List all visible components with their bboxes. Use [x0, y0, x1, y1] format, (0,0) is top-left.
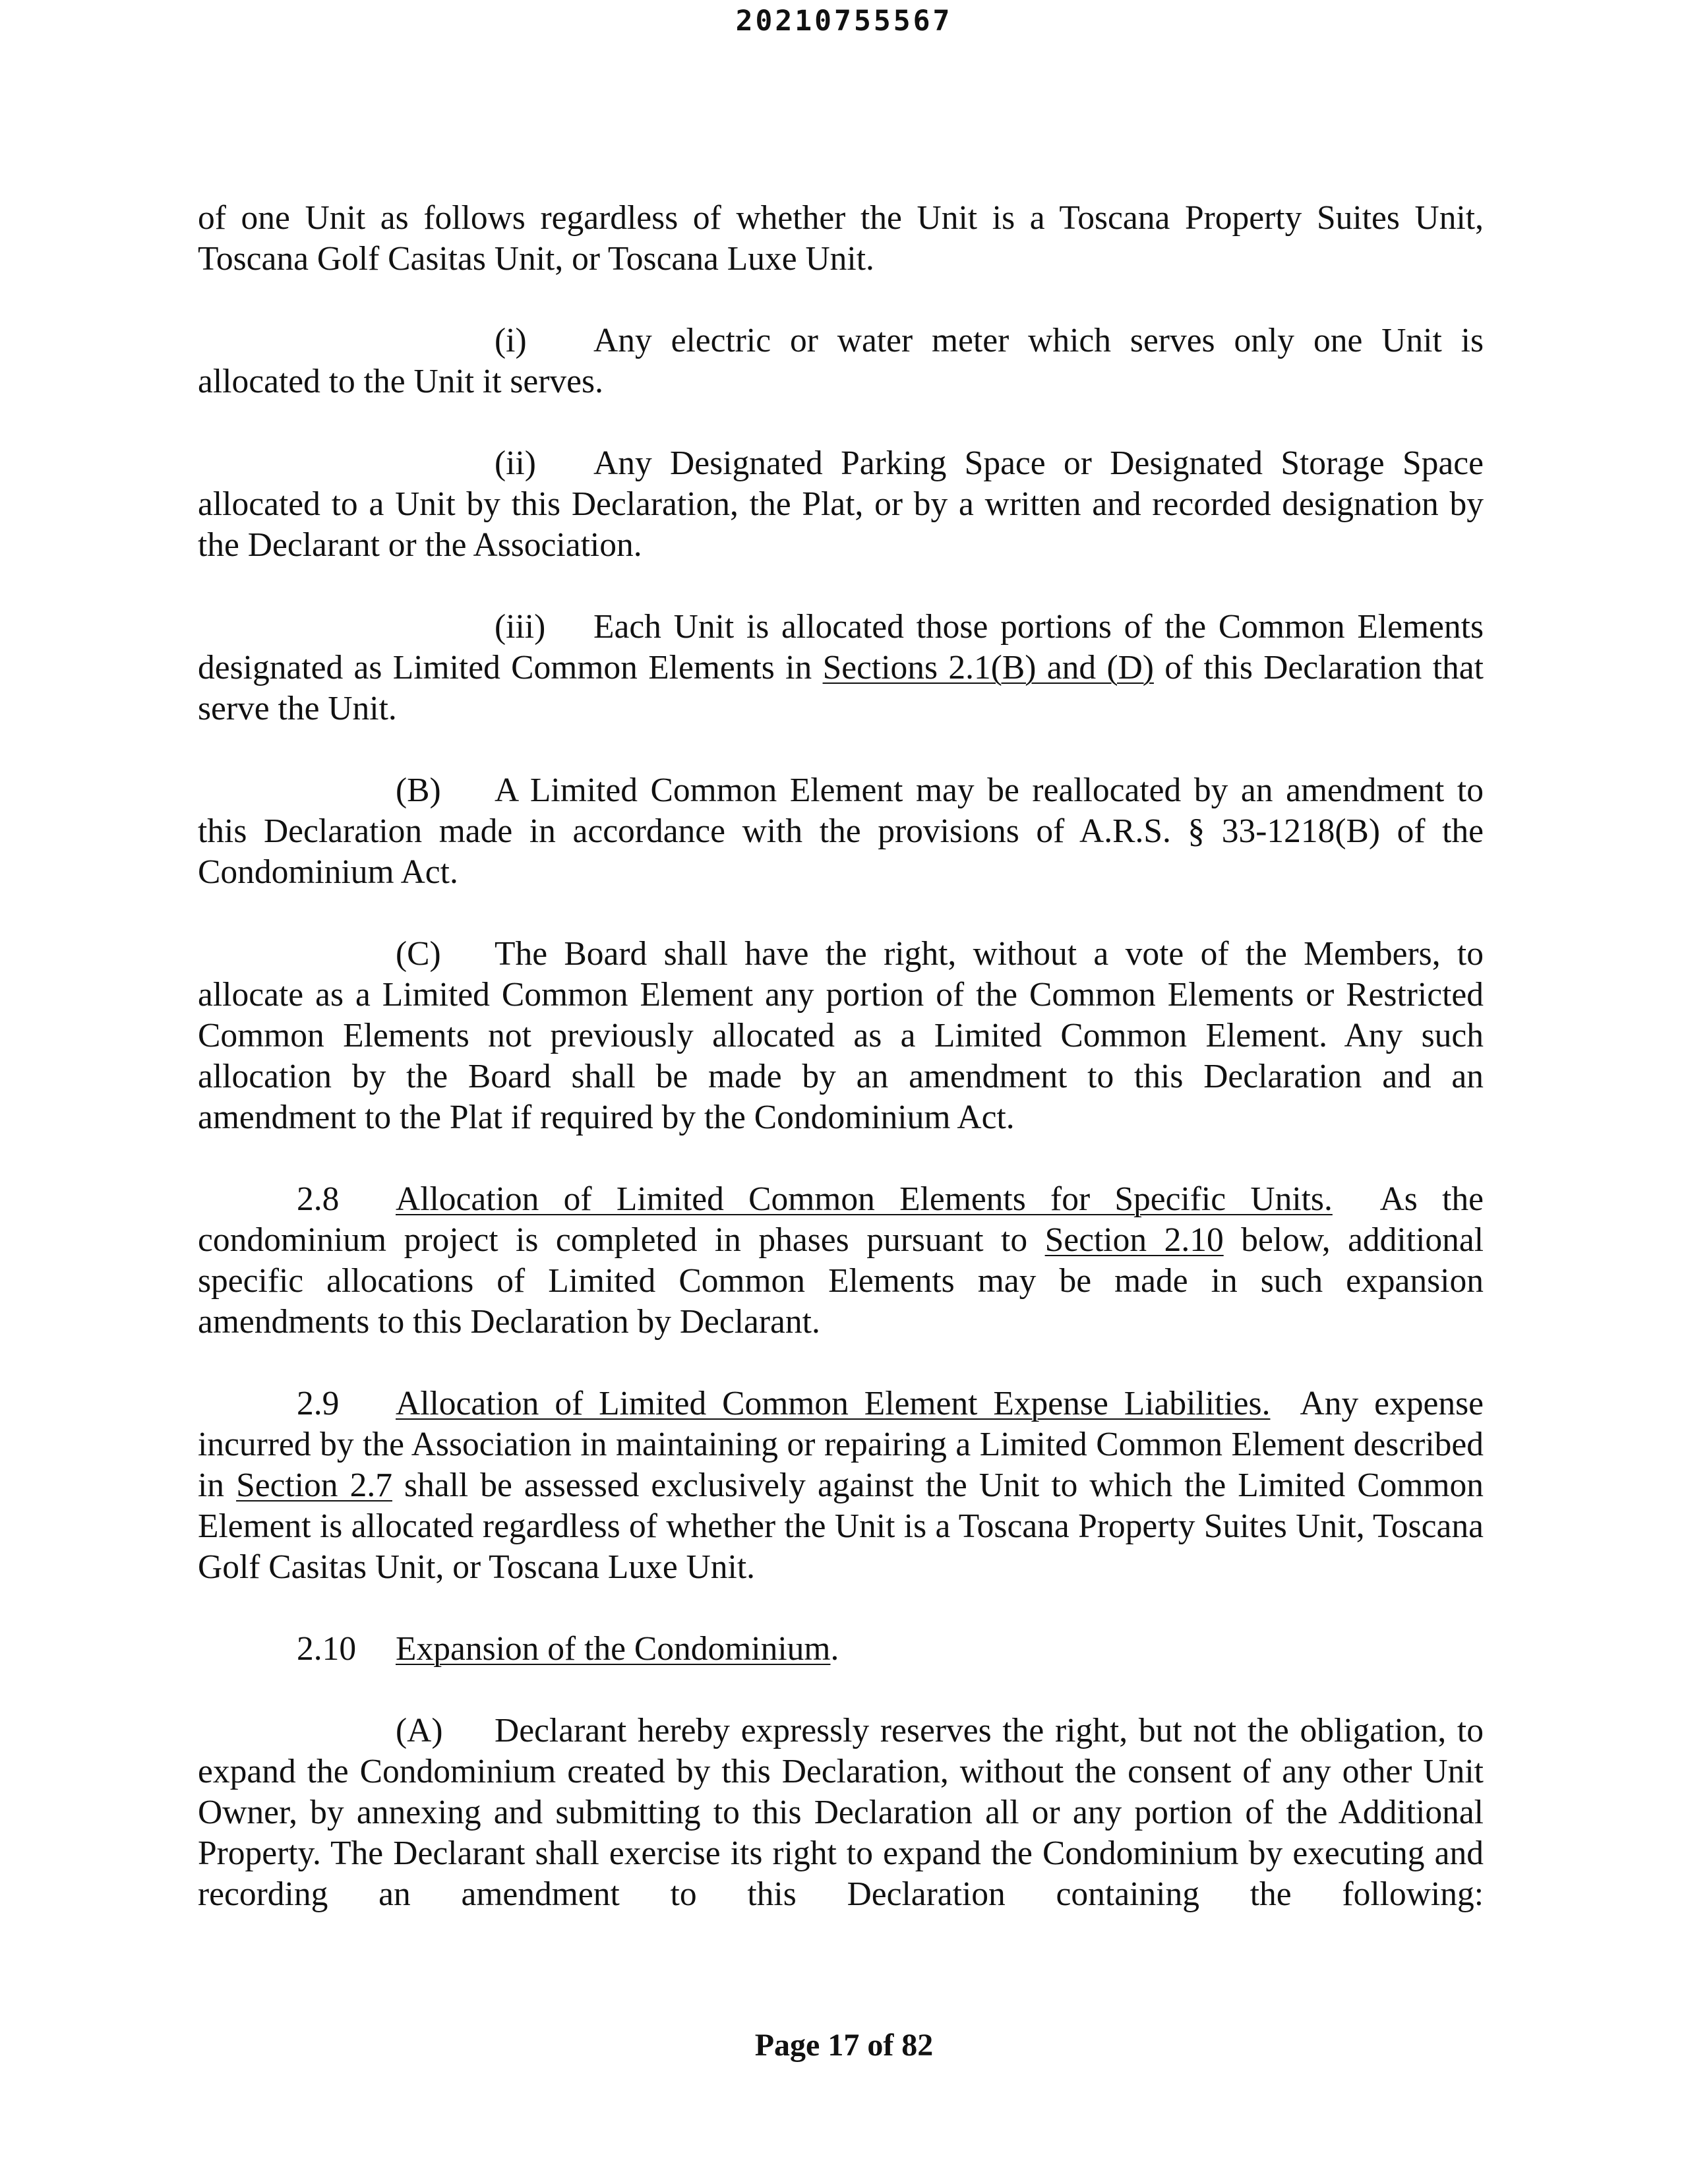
section-number: 2.8 — [297, 1180, 340, 1218]
section-2-8 — [198, 1179, 1484, 1343]
section-heading-period: . — [830, 1630, 839, 1668]
paragraph-text: of this Declaration that serve the Unit. — [198, 649, 1484, 727]
paragraph-text: As the condominium project is completed in phases pursuant to — [198, 1180, 1484, 1259]
section-2-10 — [198, 1629, 1484, 1670]
paragraph-c — [198, 934, 1484, 1138]
section-2-9 — [198, 1383, 1484, 1588]
paragraph-text: The Board shall have the right, without a vote of the Members, to allocate as a Limited Common Element any portion of the Common Elements or Restricted Common Elements not previously allocated as a Limited Common Element. Any such allocation by the Board shall be made by an amendment to this Declaration and an amendment to the Plat if required by the Condominium Act. — [198, 935, 1484, 1136]
cross-reference-link: Section 2.7 — [236, 1467, 392, 1504]
paragraph-a — [198, 1711, 1484, 1915]
section-heading: Allocation of Limited Common Element Expense Liabilities. — [396, 1385, 1271, 1422]
cross-reference-link: Section 2.10 — [1044, 1221, 1224, 1259]
paragraph-marker: (A) — [396, 1712, 443, 1749]
paragraph-text: Any electric or water meter which serves only one Unit is allocated to the Unit it serves. — [198, 322, 1484, 400]
cross-reference-link: Sections 2.1(B) and (D) — [822, 649, 1154, 686]
paragraph-text: Each Unit is allocated those portions of the Common Elements designated as Limited Common Elements in — [198, 608, 1484, 686]
paragraph-marker: (B) — [396, 772, 441, 809]
paragraph-text: below, additional specific allocations of Limited Common Elements may be made in such expansion amendments to this Declaration by Declarant. — [198, 1221, 1484, 1341]
paragraph-text: Any expense incurred by the Association in maintaining or repairing a Limited Common Element described in — [198, 1385, 1484, 1504]
paragraph-marker: (ii) — [495, 444, 536, 482]
section-number: 2.9 — [297, 1385, 340, 1422]
paragraph-text: A Limited Common Element may be reallocated by an amendment to this Declaration made in accordance with the provisions of A.R.S. § 33-1218(B) of the Condominium Act. — [198, 772, 1484, 891]
paragraph-iii — [198, 607, 1484, 729]
paragraph-text: Any Designated Parking Space or Designated Storage Space allocated to a Unit by this Declaration, the Plat, or by a written and recorded designation by the Declarant or the Association. — [198, 444, 1484, 564]
paragraph-b — [198, 770, 1484, 893]
paragraph-text: shall be assessed exclusively against the Unit to which the Limited Common Element is allocated regardless of whether the Unit is a Toscana Property Suites Unit, Toscana Golf Casitas Unit, or Toscana Luxe Unit. — [198, 1467, 1484, 1586]
paragraph-text: Declarant hereby expressly reserves the right, but not the obligation, to expand the Condominium created by this Declaration, without the consent of any other Unit Owner, by annexing and submitting to this Declaration all or any portion of the Additional Property. The Declarant shall exercise its right to expand the Condominium by executing and recording an amendment to this Declaration containing the following: — [198, 1712, 1484, 1913]
section-number: 2.10 — [297, 1630, 357, 1668]
document-body — [198, 198, 1484, 1915]
paragraph-i — [198, 320, 1484, 402]
paragraph-intro: of one Unit as follows regardless of whether the Unit is a Toscana Property Suites Unit, Toscana Golf Casitas Unit, or Toscana Luxe Unit. — [198, 199, 1484, 278]
document-number: 20210755567 — [735, 5, 953, 38]
paragraph-ii — [198, 443, 1484, 566]
paragraph-marker: (iii) — [495, 608, 546, 646]
paragraph-marker: (C) — [396, 935, 441, 973]
page-number: Page 17 of 82 — [754, 2028, 934, 2063]
paragraph-marker: (i) — [495, 322, 527, 359]
section-heading: Expansion of the Condominium — [396, 1630, 831, 1668]
section-heading: Allocation of Limited Common Elements for Specific Units. — [396, 1180, 1333, 1218]
